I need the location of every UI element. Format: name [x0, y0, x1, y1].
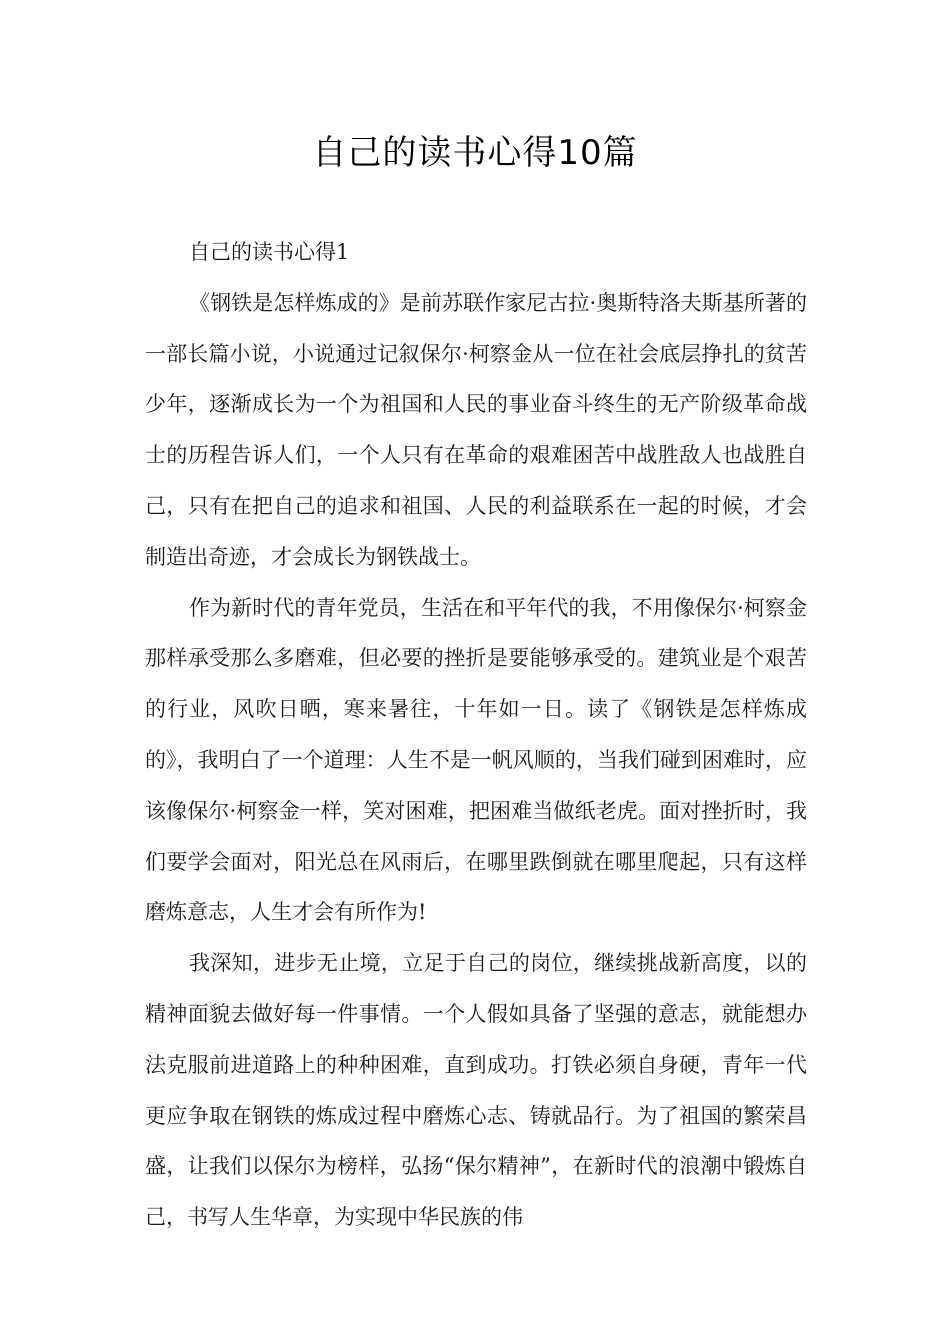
- section-heading: 自己的读书心得1: [189, 240, 350, 264]
- document-body: [145, 227, 807, 1243]
- paragraph-1: 《钢铁是怎样炼成的》是前苏联作家尼古拉·奥斯特洛夫斯基所著的一部长篇小说，小说通过记叙保尔·柯察金从一位在社会底层挣扎的贫苦少年，逐渐成长为一个为祖国和人民的事业奋斗终生的无产阶级革命战士的历程告诉人们，一个人只有在革命的艰难困苦中战胜敌人也战胜自己，只有在把自己的追求和祖国、人民的利益联系在一起的时候，才会制造出奇迹，才会成长为钢铁战士。: [145, 290, 807, 569]
- document-title: 自己的读书心得10篇: [312, 133, 638, 173]
- paragraph-3: 我深知，进步无止境，立足于自己的岗位，继续挑战新高度，以的精神面貌去做好每一件事情。一个人假如具备了坚强的意志，就能想办法克服前进道路上的种种困难，直到成功。打铁必须自身硬，青年一代更应争取在钢铁的炼成过程中磨炼心志、铸就品行。为了祖国的繁荣昌盛，让我们以保尔为榜样，弘扬“保尔精神”，在新时代的浪潮中锻炼自己，书写人生华章，为实现中华民族的伟: [145, 951, 807, 1230]
- paragraph-2: 作为新时代的青年党员，生活在和平年代的我，不用像保尔·柯察金那样承受那么多磨难，但必要的挫折是要能够承受的。建筑业是个艰苦的行业，风吹日晒，寒来暑往，十年如一日。读了《钢铁是怎样炼成的》，我明白了一个道理：人生不是一帆风顺的，当我们碰到困难时，应该像保尔·柯察金一样，笑对困难，把困难当做纸老虎。面对挫折时，我们要学会面对，阳光总在风雨后，在哪里跌倒就在哪里爬起，只有这样磨炼意志，人生才会有所作为!: [145, 595, 807, 925]
